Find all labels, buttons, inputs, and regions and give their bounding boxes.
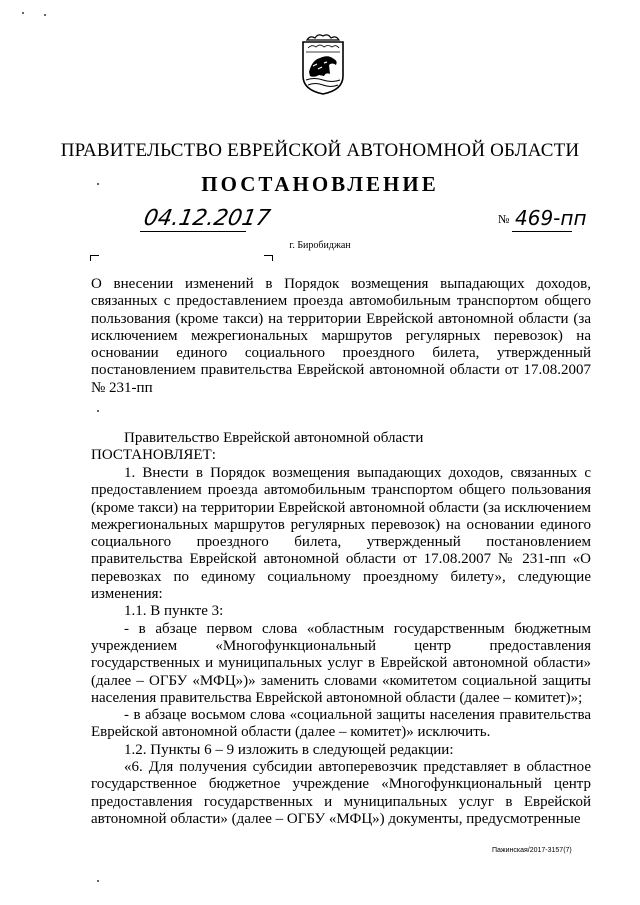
paragraph: 1.2. Пункты 6 – 9 изложить в следующей редакции: — [124, 741, 454, 758]
organization-name: ПРАВИТЕЛЬСТВО ЕВРЕЙСКОЙ АВТОНОМНОЙ ОБЛАСТИ — [60, 140, 580, 161]
date-underline — [140, 231, 246, 232]
document-date: 04.12.2017 — [141, 206, 273, 231]
paragraph: 1.1. В пункте 3: — [124, 603, 224, 620]
coat-of-arms-icon — [300, 32, 346, 96]
paragraph: 1. Внести в Порядок возмещения выпадающих доходов, связанных с предоставлением проезда автомобильным транспортом общего пользования (кроме такси) на территории Еврейской автономной области (за исключением межрегиональных маршрутов регулярных перевозок) на основании единого социального проездного билета, утвержденный постановлением правительства Еврейской автономной области от 17.08.2007 № 231-пп «О перевозках по единому социальному проездному билету», следующие изменения: — [91, 465, 591, 603]
title-bracket-right — [264, 255, 273, 261]
number-label: № — [498, 212, 510, 226]
document-number: 469-пп — [515, 206, 587, 230]
scan-speck — [97, 880, 99, 882]
document-type: ПОСТАНОВЛЕНИЕ — [201, 172, 439, 196]
footer-code: Пажинская/2017-3157(7) — [492, 847, 572, 854]
number-underline — [512, 231, 572, 232]
paragraph: - в абзаце первом слова «областным государственным бюджетным учреждением «Многофункциональный центр предоставления государственных и муниципальных услуг в Еврейской автономной области» (далее – ОГБУ «МФЦ»)» заменить словами «комитетом социальной защиты населения правительства Еврейской автономной области (далее – комитет)»; — [91, 620, 591, 706]
title-bracket-left — [90, 255, 99, 261]
document-title: О внесении изменений в Порядок возмещения выпадающих доходов, связанных с предоставлением проезда автомобильным транспортом общего пользования (кроме такси) на территории Еврейской автономной области (за исключением межрегиональных маршрутов регулярных перевозок) на основании единого социального проездного билета, утвержденный постановлением правительства Еврейской автономной области от 17.08.2007 № 231-пп — [91, 276, 591, 396]
scan-speck — [97, 183, 99, 185]
scan-speck — [97, 410, 99, 412]
paragraph: «6. Для получения субсидии автоперевозчик представляет в областное государственное бюджетное учреждение «Многофункциональный центр предоставления государственных и муниципальных услуг в Еврейской автономной области» (далее – ОГБУ «МФЦ») документы, предусмотренные — [91, 759, 591, 827]
city-name: г. Биробиджан — [289, 240, 351, 251]
resolves-word: ПОСТАНОВЛЯЕТ: — [91, 447, 216, 463]
scan-speck — [22, 12, 24, 14]
paragraph: - в абзаце восьмом слова «социальной защиты населения правительства Еврейской автономной области (далее – комитет)» исключить. — [91, 707, 591, 741]
document-body — [91, 465, 591, 828]
scan-speck — [44, 14, 46, 16]
intro-line: Правительство Еврейской автономной области — [124, 430, 424, 446]
